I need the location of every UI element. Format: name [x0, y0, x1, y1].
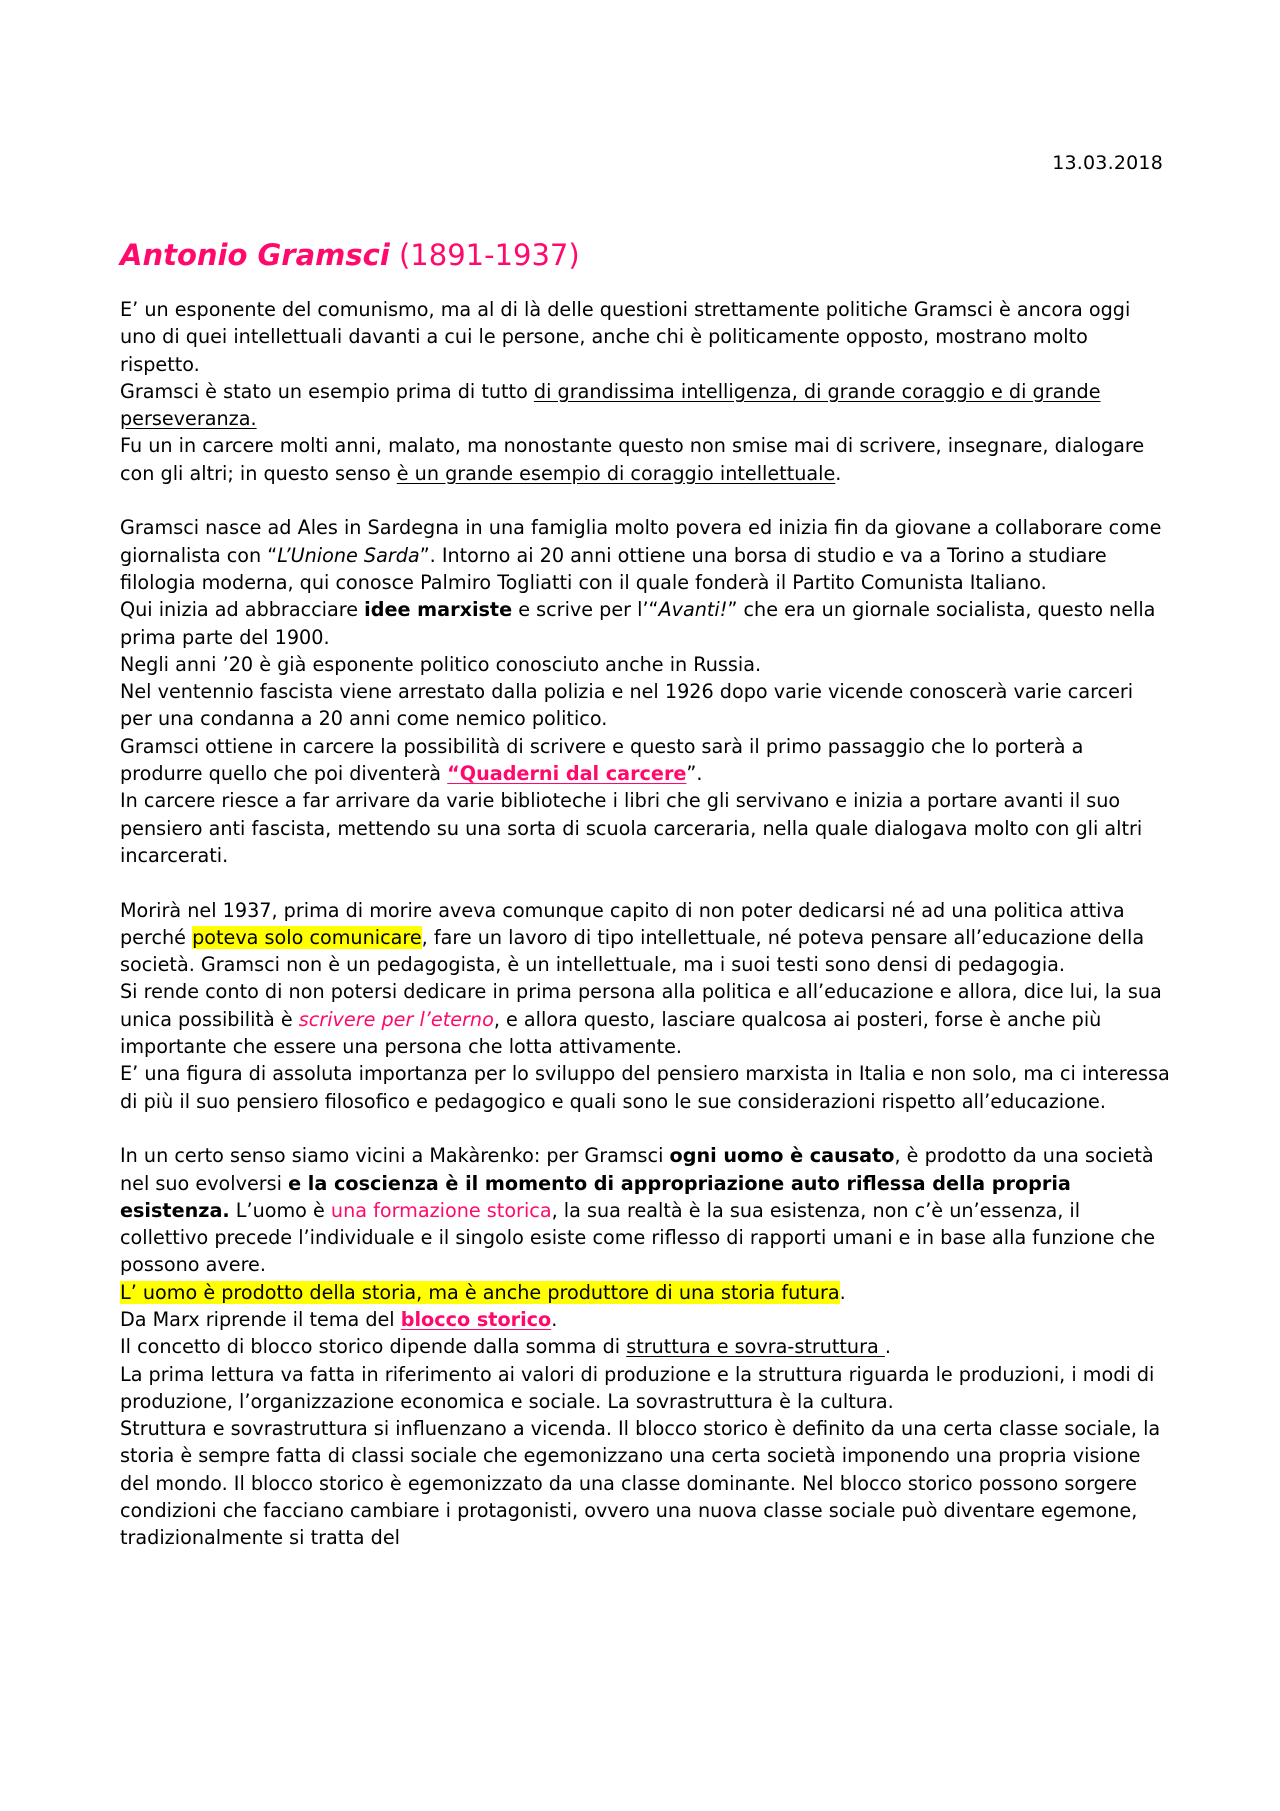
text-run: e scrive per l’“ — [512, 598, 659, 622]
text-run: Gramsci nasce ad Ales in Sardegna in una famiglia molto povera ed inizia fin da giovane a collaborare come giornalista con “ — [120, 516, 1162, 567]
bold-text: idee marxiste — [364, 598, 513, 622]
text-run: . — [884, 1335, 891, 1359]
italic-text: Avanti! — [658, 598, 728, 622]
bold-text: ogni uomo è causato — [669, 1144, 895, 1168]
underlined-text: di grandissima intelligenza, di grande coraggio e di grande perseveranza. — [120, 379, 1101, 431]
text-run: ”. — [686, 762, 703, 786]
text-run: Fu un in carcere molti anni, malato, ma nonostante questo non smise mai di scrivere, insegnare, dialogare con gli altri; in questo senso — [120, 434, 1145, 485]
paragraph-gap — [120, 1115, 1170, 1142]
text-run: ” che era un giornale socialista, questo nella prima parte del 1900. — [120, 598, 1156, 649]
pink-italic-text: scrivere per l’eterno — [298, 1007, 494, 1031]
underlined-text: è un grande esempio di coraggio intellettuale — [396, 461, 836, 485]
paragraph-gap — [120, 487, 1170, 514]
highlighted-text: poteva solo comunicare — [192, 925, 422, 949]
text-run: ”. Intorno ai 20 anni ottiene una borsa di studio e va a Torino a studiare filologia moderna, qui conosce Palmiro Togliatti con il quale fonderà il Partito Comunista Italiano. — [120, 543, 1107, 594]
text-run: Da Marx riprende il tema del — [120, 1307, 401, 1331]
text-run: Qui inizia ad abbracciare — [120, 598, 365, 622]
paragraph-death — [120, 897, 1170, 1115]
document-title — [120, 238, 580, 272]
text-run: , la sua realtà è la sua esistenza, non c’è un’essenza, il collettivo precede l’individuale e il singolo esiste come riflesso di rapporti umani e in base alla funzione che possono avere. — [120, 1198, 1156, 1277]
text-run: E’ un esponente del comunismo, ma al di là delle questioni strettamente politiche Gramsci è ancora oggi uno di quei intellettuali davanti a cui le persone, anche chi è politicamente opposto, mostrano molto rispetto. — [120, 298, 1131, 376]
quaderni-link: “Quaderni dal carcere — [447, 762, 687, 786]
text-run: . — [839, 1280, 846, 1304]
text-run: La prima lettura va fatta in riferimento ai valori di produzione e la struttura riguarda le produzioni, i modi di produzione, l’organizzazione economica e sociale. La sovrastruttura è la cultura. — [120, 1362, 1155, 1413]
paragraph-biography — [120, 514, 1170, 869]
text-run: , è prodotto da una società nel suo evolversi — [120, 1144, 1154, 1195]
paragraph-gap — [120, 869, 1170, 896]
pink-text: una formazione storica — [330, 1198, 552, 1222]
highlighted-text: L’ uomo è prodotto della storia, ma è anche produttore di una storia futura — [120, 1280, 840, 1304]
text-run: E’ una figura di assoluta importanza per lo sviluppo del pensiero marxista in Italia e non solo, ma ci interessa di più il suo pensiero filosofico e pedagogico e quali sono le sue considerazioni rispetto all’educazione. — [120, 1062, 1170, 1113]
title-years: (1891-1937) — [398, 238, 580, 272]
italic-text: L’Unione Sarda — [277, 543, 420, 567]
text-run: Morirà nel 1937, prima di morire aveva comunque capito di non poter dedicarsi né ad una politica attiva perché — [120, 898, 1125, 949]
text-run: Negli anni ’20 è già esponente politico conosciuto anche in Russia. — [120, 652, 762, 676]
text-run: Struttura e sovrastruttura si influenzano a vicenda. Il blocco storico è definito da una certa classe sociale, la storia è sempre fatta di classi sociale che egemonizzano una certa società imponendo una propria visione del mondo. Il blocco storico è egemonizzato da una classe dominante. Nel blocco storico possono sorgere condizioni che facciano cambiare i protagonisti, ovvero una nuova classe sociale può diventare egemone, tradizionalmente si tratta del — [120, 1417, 1161, 1550]
text-run: Gramsci ottiene in carcere la possibilità di scrivere e questo sarà il primo passaggio che lo porterà a produrre quello che poi diventerà — [120, 734, 1084, 786]
blocco-storico-link: blocco storico — [400, 1307, 552, 1331]
text-run: Gramsci è stato un esempio prima di tutto — [120, 379, 534, 403]
paragraph-intro — [120, 296, 1170, 487]
document-date: 13.03.2018 — [1052, 152, 1163, 174]
bold-text: e la coscienza è il momento di appropriazione auto riflessa della propria esistenza. — [120, 1171, 1071, 1222]
text-run: In carcere riesce a far arrivare da varie biblioteche i libri che gli servivano e inizia a portare avanti il suo pensiero anti fascista, mettendo su una sorta di scuola carceraria, nella quale dialogava molto con gli altri incarcerati. — [120, 789, 1143, 867]
text-run: Il concetto di blocco storico dipende dalla somma di — [120, 1335, 627, 1359]
title-name: Antonio Gramsci — [120, 238, 390, 272]
text-run: Nel ventennio fascista viene arrestato dalla polizia e nel 1926 dopo varie vicende conoscerà varie carceri per una condanna a 20 anni come nemico politico. — [120, 680, 1134, 731]
document-body — [120, 296, 1170, 1552]
text-run: . — [551, 1307, 558, 1331]
text-run: Si rende conto di non potersi dedicare in prima persona alla politica e all’educazione e allora, dice lui, la sua unica possibilità è — [120, 980, 1162, 1031]
underlined-text: struttura e sovra-struttura — [626, 1335, 885, 1359]
text-run: , e allora questo, lasciare qualcosa ai posteri, forse è anche più importante che essere una persona che lotta attivamente. — [120, 1007, 1102, 1059]
text-run: L’uomo è — [229, 1198, 331, 1222]
paragraph-theory — [120, 1142, 1170, 1551]
text-run: , fare un lavoro di tipo intellettuale, né poteva pensare all’educazione della società. Gramsci non è un pedagogista, è un intellettuale, ma i suoi testi sono densi di pedagogia. — [120, 925, 1145, 977]
text-run: . — [835, 461, 842, 485]
text-run: In un certo senso siamo vicini a Makàrenko: per Gramsci — [120, 1144, 670, 1168]
